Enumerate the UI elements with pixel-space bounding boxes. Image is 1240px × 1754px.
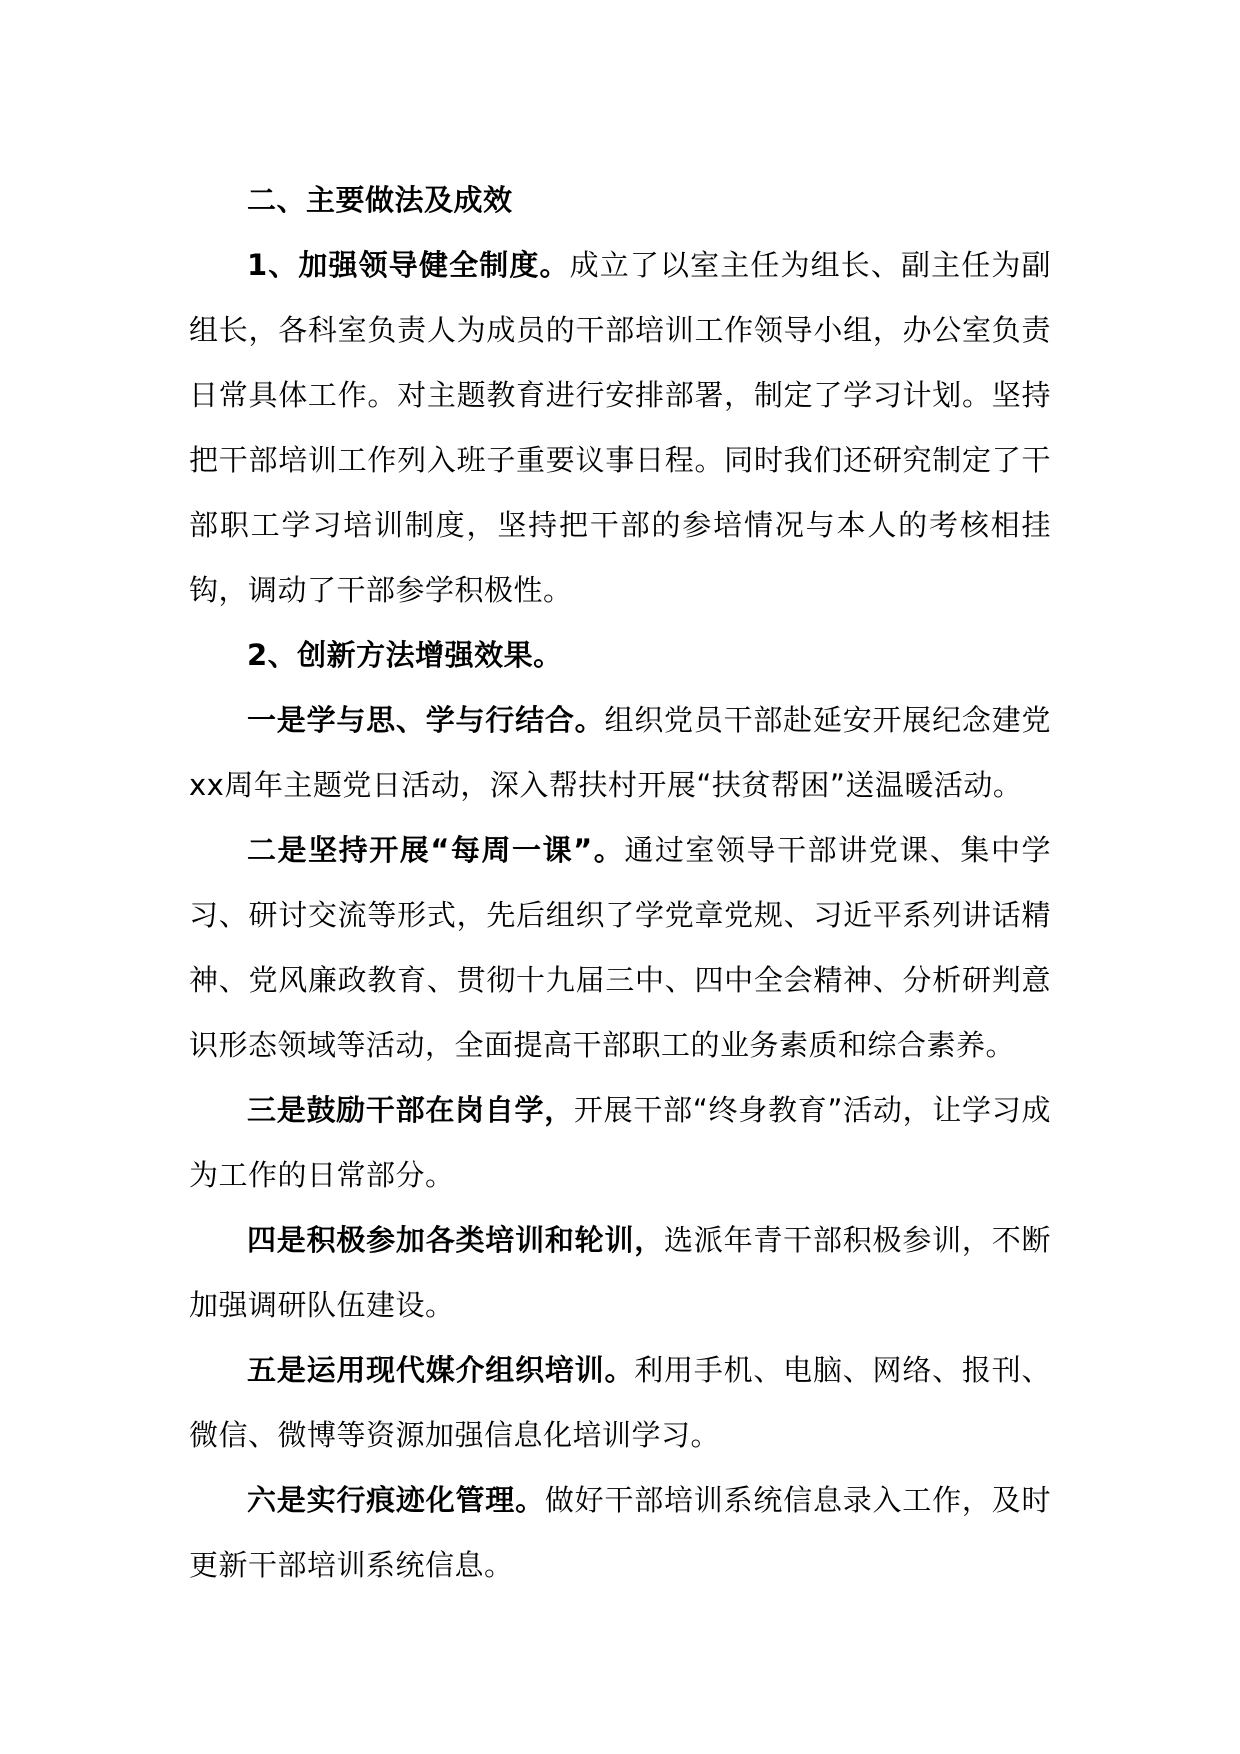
paragraph-5-body: 开展干部“终身教育”活动，让学习成为工作的日常部分。 bbox=[189, 1093, 1051, 1192]
section-heading: 二、主要做法及成效 bbox=[247, 183, 513, 217]
paragraph-2-lead: 2、创新方法增强效果。 bbox=[247, 638, 563, 672]
paragraph-1-lead: 1、加强领导健全制度。 bbox=[247, 248, 570, 282]
paragraph-4-lead: 二是坚持开展“每周一课”。 bbox=[247, 833, 625, 867]
paragraph-3 bbox=[189, 688, 1051, 818]
paragraph-4-body: 通过室领导干部讲党课、集中学习、研讨交流等形式，先后组织了学党章党规、习近平系列讲话精神、党风廉政教育、贯彻十九届三中、四中全会精神、分析研判意识形态领域等活动，全面提高干部职工的业务素质和综合素养。 bbox=[189, 833, 1051, 1062]
paragraph-3-body: 组织党员干部赴延安开展纪念建党xx周年主题党日活动，深入帮扶村开展“扶贫帮困”送温暖活动。 bbox=[189, 703, 1051, 802]
paragraph-5-lead: 三是鼓励干部在岗自学， bbox=[247, 1093, 574, 1127]
paragraph-6-body: 选派年青干部积极参训，不断加强调研队伍建设。 bbox=[189, 1223, 1051, 1322]
paragraph-6 bbox=[189, 1208, 1051, 1338]
paragraph-8-lead: 六是实行痕迹化管理。 bbox=[247, 1483, 545, 1517]
paragraph-2 bbox=[189, 623, 1051, 688]
paragraph-1 bbox=[189, 233, 1051, 623]
paragraph-6-lead: 四是积极参加各类培训和轮训， bbox=[247, 1223, 665, 1257]
paragraph-8-body: 做好干部培训系统信息录入工作，及时更新干部培训系统信息。 bbox=[189, 1483, 1051, 1582]
document-page bbox=[189, 168, 1051, 1598]
paragraph-8 bbox=[189, 1468, 1051, 1598]
paragraph-7 bbox=[189, 1338, 1051, 1468]
paragraph-7-lead: 五是运用现代媒介组织培训。 bbox=[247, 1353, 635, 1387]
paragraph-4 bbox=[189, 818, 1051, 1078]
paragraph-7-body: 利用手机、电脑、网络、报刊、微信、微博等资源加强信息化培训学习。 bbox=[189, 1353, 1051, 1452]
paragraph-5 bbox=[189, 1078, 1051, 1208]
paragraph-1-body: 成立了以室主任为组长、副主任为副组长，各科室负责人为成员的干部培训工作领导小组，办公室负责日常具体工作。对主题教育进行安排部署，制定了学习计划。坚持把干部培训工作列入班子重要议事日程。同时我们还研究制定了干部职工学习培训制度，坚持把干部的参培情况与本人的考核相挂钩，调动了干部参学积极性。 bbox=[189, 248, 1051, 607]
paragraph-3-lead: 一是学与思、学与行结合。 bbox=[247, 703, 605, 737]
